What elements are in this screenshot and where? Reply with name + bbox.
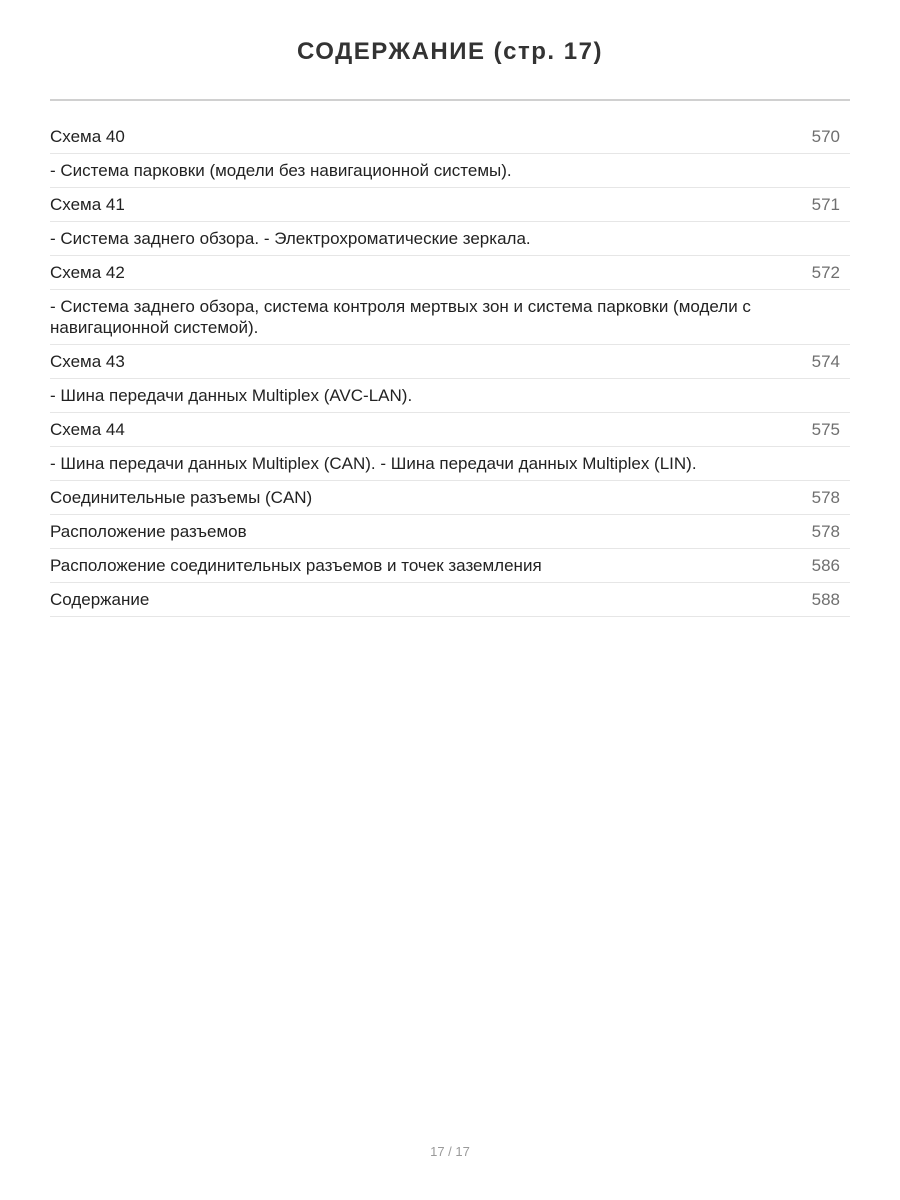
- toc-entry-label: - Шина передачи данных Multiplex (CAN). - Шина передачи данных Multiplex (LIN).: [50, 454, 697, 473]
- toc-entry[interactable]: [50, 290, 850, 345]
- toc-entry[interactable]: [50, 154, 850, 188]
- toc-entry-label: Схема 42: [50, 263, 125, 282]
- toc-entry-label: - Система заднего обзора. - Электрохроматические зеркала.: [50, 229, 531, 248]
- toc-entry[interactable]: [50, 222, 850, 256]
- toc-entry-page: 572: [811, 263, 840, 282]
- toc-entry-label: Соединительные разъемы (CAN): [50, 488, 313, 507]
- toc-entry-label: Расположение соединительных разъемов и точек заземления: [50, 556, 542, 575]
- toc-entry-label: - Система заднего обзора, система контроля мертвых зон и система парковки (модели с навигационной системой).: [50, 297, 751, 337]
- toc-entry[interactable]: [50, 549, 850, 583]
- toc-entry-page: 578: [811, 522, 840, 541]
- table-of-contents: [50, 120, 850, 617]
- toc-entry[interactable]: [50, 583, 850, 617]
- page-indicator: 17 / 17: [430, 1144, 470, 1159]
- toc-entry[interactable]: [50, 481, 850, 515]
- toc-entry-label: Расположение разъемов: [50, 522, 247, 541]
- toc-entry-label: Схема 41: [50, 195, 125, 214]
- toc-entry-label: Содержание: [50, 590, 150, 609]
- toc-entry-page: 588: [811, 590, 840, 609]
- toc-entry-label: - Система парковки (модели без навигационной системы).: [50, 161, 512, 180]
- toc-entry-label: Схема 43: [50, 352, 125, 371]
- toc-entry[interactable]: [50, 413, 850, 447]
- toc-entry[interactable]: [50, 120, 850, 154]
- toc-entry-page: 586: [811, 556, 840, 575]
- toc-entry[interactable]: [50, 256, 850, 290]
- toc-entry-label: Схема 44: [50, 420, 125, 439]
- toc-entry[interactable]: [50, 379, 850, 413]
- toc-entry[interactable]: [50, 447, 850, 481]
- toc-entry-page: 574: [811, 352, 840, 371]
- title-divider: [50, 99, 850, 101]
- toc-entry-page: 571: [811, 195, 840, 214]
- toc-entry-page: 575: [811, 420, 840, 439]
- toc-entry[interactable]: [50, 188, 850, 222]
- toc-entry[interactable]: [50, 515, 850, 549]
- toc-entry-label: Схема 40: [50, 127, 125, 146]
- page-title: СОДЕРЖАНИЕ (стр. 17): [297, 38, 603, 65]
- toc-entry-label: - Шина передачи данных Multiplex (AVC-LAN).: [50, 386, 413, 405]
- toc-entry-page: 578: [811, 488, 840, 507]
- toc-entry-page: 570: [811, 127, 840, 146]
- toc-entry[interactable]: [50, 345, 850, 379]
